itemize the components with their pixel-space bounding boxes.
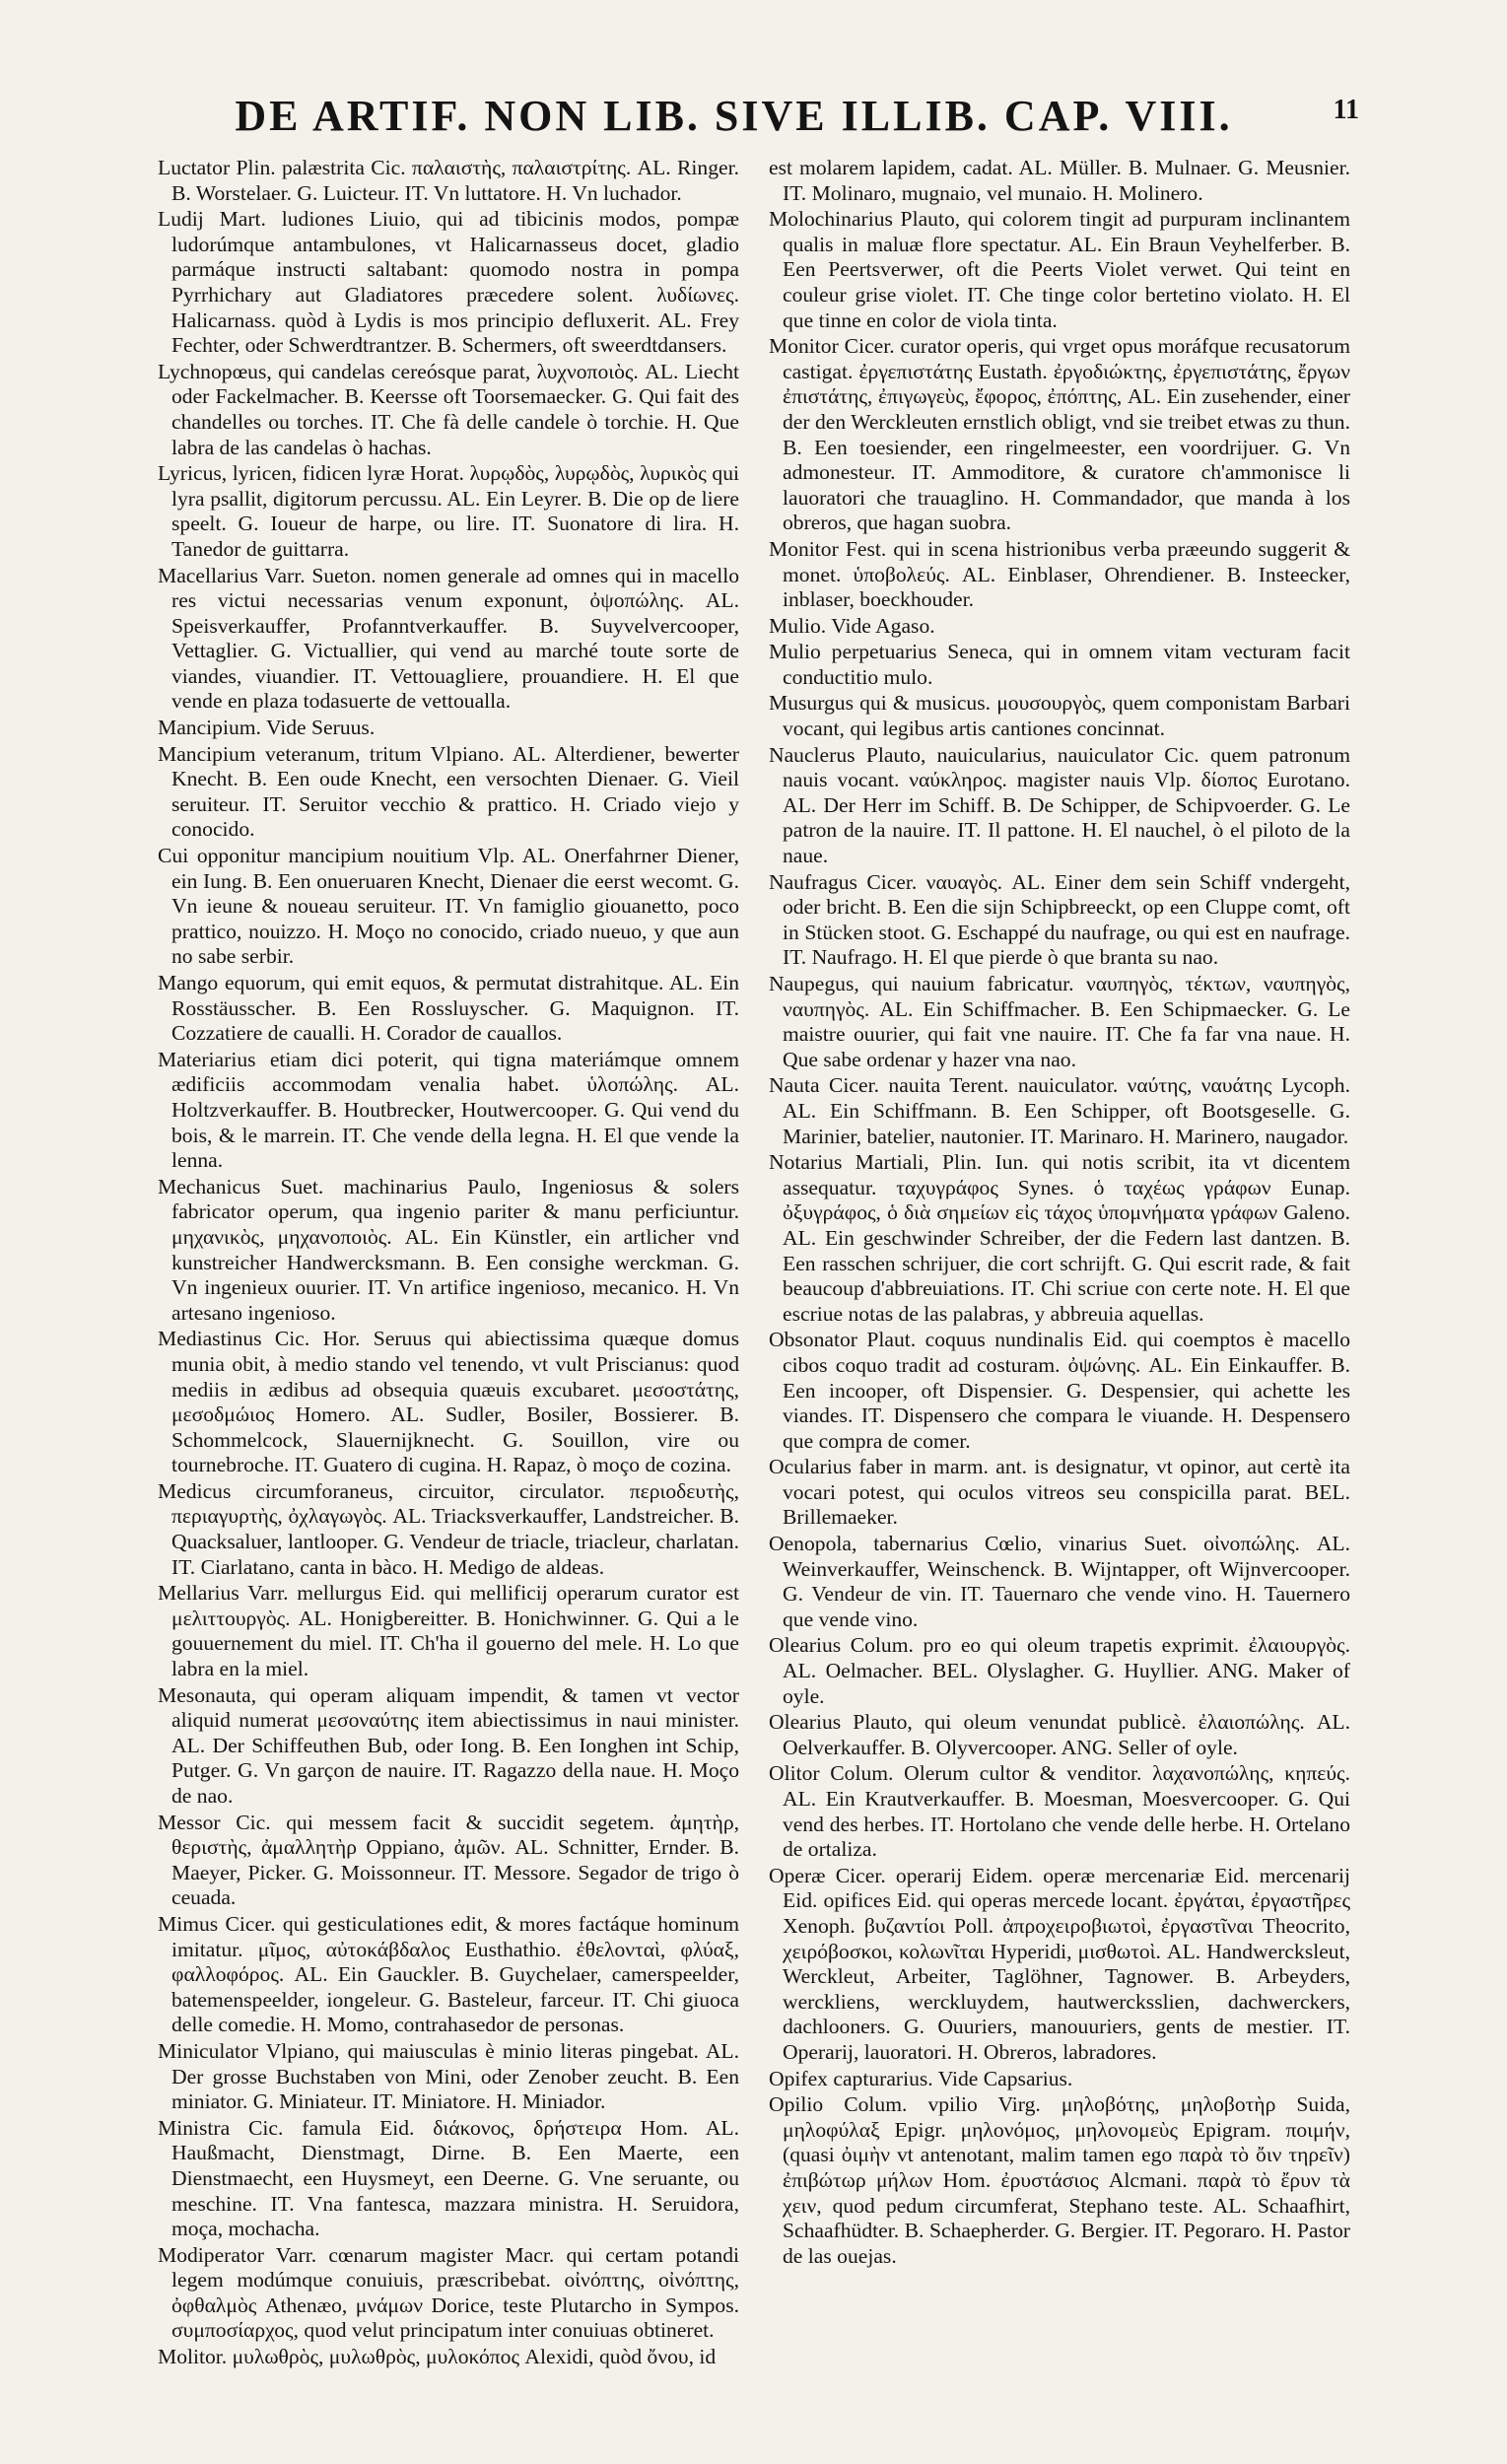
dictionary-entry: Macellarius Varr. Sueton. nomen generale ad omnes qui in macello res victui necessarias venum exponunt, ὀψοπώλης. AL. Speisverkauffer, Profanntverkauffer. B. Suyvelvercooper, Vettaglier. G. Victuallier, qui vend au marché toute sorte de viandes, viuandier. IT. Vettouagliere, prouandiere. H. El que vende en plaza todasuerte de vettoualla. bbox=[158, 563, 739, 714]
dictionary-entry: Monitor Fest. qui in scena histrionibus verba præeundo suggerit & monet. ὑποβολεύς. AL. Einblaser, Ohrendiener. B. Insteecker, inblaser, boeckhouder. bbox=[769, 536, 1350, 612]
dictionary-entry: Naupegus, qui nauium fabricatur. ναυπηγὸς, τέκτων, ναυπηγὸς, ναυπηγὸς. AL. Ein Schiffmacher. B. Een Schipmaecker. G. Le maistre ouurier, qui fait vne nauire. IT. Che fa far vna naue. H. Que sabe ordenar y hazer vna nao. bbox=[769, 972, 1350, 1071]
dictionary-entry: Obsonator Plaut. coquus nundinalis Eid. qui coemptos è macello cibos coquo tradit ad costuram. ὀψώνης. AL. Ein Einkauffer. B. Een incooper, oft Dispensier. G. Despensier, qui achette les viandes. IT. Dispensero che compara le viuande. H. Despensero que compra de comer. bbox=[769, 1328, 1350, 1453]
dictionary-entry: Miniculator Vlpiano, qui maiusculas è minio literas pingebat. AL. Der grosse Buchstaben von Mini, oder Zenober zeucht. B. Een miniator. G. Miniateur. IT. Miniatore. H. Miniador. bbox=[158, 2038, 739, 2114]
dictionary-entry: Lychnopœus, qui candelas cereósque parat, λυχνοποιὸς. AL. Liecht oder Fackelmacher. B. Keersse oft Toorsemaecker. G. Qui fait des chandelles ou torches. IT. Che fà delle candele ò torchie. H. Que labra de las candelas ò hachas. bbox=[158, 359, 739, 459]
page-header bbox=[148, 91, 1359, 150]
dictionary-entry: Monitor Cicer. curator operis, qui vrget opus moráfque recusatorum castigat. ἐργεπιστάτης Eustath. ἐργοδιώκτης, ἐργεπιστάτης, ἔργων ἐπιστάτης, ἐπιγωγεὺς, ἔφορος, ἐπόπτης, AL. Ein zusehender, einer der den Werckleuten ernstlich obligt, vnd sie treibet etwas zu thun. B. Een toesiender, een ringelmeester, een voordrijuer. G. Vn admonesteur. IT. Ammoditore, & curatore ch'ammonisce li lauoratori che trauaglino. H. Commandador, que manda à los obreros, que hagan suobra. bbox=[769, 334, 1350, 535]
dictionary-entry: Nauta Cicer. nauita Terent. nauiculator. ναύτης, ναυάτης Lycoph. AL. Ein Schiffmann. B. Een Schipper, oft Bootsgeselle. G. Marinier, batelier, nautonier. IT. Marinaro. H. Marinero, naugador. bbox=[769, 1073, 1350, 1148]
page-number: 11 bbox=[1333, 95, 1359, 125]
dictionary-entry: Operæ Cicer. operarij Eidem. operæ mercenariæ Eid. mercenarij Eid. opifices Eid. qui operas mercede locant. ἐργάται, ἐργαστῆρες Xenoph. βυζαντίοι Poll. ἀπροχειροβιωτοὶ, ἐργαστῖναι Theocrito, χειρόβοσκοι, κολωνῖται Hyperidi, μισθωτοὶ. AL. Handwercksleut, Werckleut, Arbeiter, Taglöhner, Tagnower. B. Arbeyders, werckliens, werckluydem, hautwercksslien, dachwerckers, dachlooners. G. Ouuriers, manouuriers, gents de mestier. IT. Operarij, lauoratori. H. Obreros, labradores. bbox=[769, 1863, 1350, 2064]
dictionary-entry: Mulio perpetuarius Seneca, qui in omnem vitam vecturam facit conductitio mulo. bbox=[769, 640, 1350, 689]
dictionary-entry: Medicus circumforaneus, circuitor, circulator. περιοδευτὴς, περιαγυρτὴς, ὀχλαγωγὸς. AL. Triacksverkauffer, Landstreicher. B. Quacksaluer, lantlooper. G. Vendeur de triacle, triacleur, charlatan. IT. Ciarlatano, canta in bàco. H. Medigo de aldeas. bbox=[158, 1478, 739, 1579]
dictionary-entry: Nauclerus Plauto, nauicularius, nauiculator Cic. quem patronum nauis vocant. ναύκληρος. magister nauis Vlp. δίοπος Eurotano. AL. Der Herr im Schiff. B. De Schipper, de Schipvoerder. G. Le patron de la nauire. IT. Il pattone. H. El nauchel, ò el piloto de la naue. bbox=[769, 742, 1350, 868]
dictionary-entry: Mechanicus Suet. machinarius Paulo, Ingeniosus & solers fabricator operum, qua ingenio pariter & manu perficiuntur. μηχανικὸς, μηχανοποιὸς. AL. Ein Künstler, ein artlicher vnd kunstreicher Handwercksmann. B. Een consighe werckman. G. Vn ingenieux ouurier. IT. Vn artifice ingenioso, mecanico. H. Vn artesano ingenioso. bbox=[158, 1174, 739, 1325]
running-head: DE ARTIF. NON LIB. SIVE ILLIB. CAP. VIII. bbox=[235, 92, 1233, 140]
dictionary-entry: Notarius Martiali, Plin. Iun. qui notis scribit, ita vt dicentem assequatur. ταχυγράφος Synes. ὁ ταχέως γράφων Eunap. ὀξυγράφος, ὁ διὰ σημείων εἰς τάχος ὑπομνήματα γράφων Galeno. AL. Ein geschwinder Schreiber, der die Federn last dantzen. B. Een rasschen schrijuer, die cort schrijft. G. Qui escrit rade, & fait beaucoup d'abbreuiations. IT. Chi scriue con certe note. H. El que escriue notas de las palabras, y abbreuia aquellas. bbox=[769, 1150, 1350, 1326]
dictionary-entry: Mancipium. Vide Seruus. bbox=[158, 716, 376, 740]
dictionary-entry: Mediastinus Cic. Hor. Seruus qui abiectissima quæque domus munia obit, à medio stando vel tenendo, vt vult Priscianus: quod mediis in ædibus ad obsequia quæuis excubaret. μεσοστάτης, μεσοδμώιος Homero. AL. Sudler, Bosiler, Bossierer. B. Schommelcock, Slauernijknecht. G. Souillon, vire ou tournebroche. IT. Guatero di cugina. H. Rapaz, ò moço de cozina. bbox=[158, 1327, 739, 1477]
dictionary-entry: Materiarius etiam dici poterit, qui tigna materiámque omnem ædificiis accommodam venalia habet. ὑλοπώλης. AL. Holtzverkauffer. B. Houtbrecker, Houtwercooper. G. Qui vend du bois, & le marrein. IT. Che vende della legna. H. El que vende la lenna. bbox=[158, 1047, 739, 1173]
dictionary-entry: Opilio Colum. vpilio Virg. μηλοβότης, μηλοβοτὴρ Suida, μηλοφύλαξ Epigr. μηλονόμος, μηλονομεὺς Epigram. ποιμήν, (quasi ὀιμὴν vt antenotant, malim tamen ego παρὰ τὸ ὄιν τηρεῖν) ἐπιβώτωρ μήλων Hom. ἐρυστάσιος Alcmani. παρὰ τὸ ἔρυν τὰ χειν, quod pedum circumferat, Stephano teste. AL. Schaafhirt, Schaafhüdter. B. Schaepherder. G. Bergier. IT. Pegoraro. H. Pastor de las ouejas. bbox=[769, 2092, 1350, 2268]
dictionary-entry: Naufragus Cicer. ναυαγὸς. AL. Einer dem sein Schiff vndergeht, oder bricht. B. Een die sijn Schipbreeckt, op een Cluppe comt, oft in Stücken stoot. G. Eschappé du naufrage, ou qui est en naufrage. IT. Naufrago. H. El que pierde ò que branta su nao. bbox=[769, 869, 1350, 970]
dictionary-entry: Mimus Cicer. qui gesticulationes edit, & mores factáque hominum imitatur. μῖμος, αὐτοκάβδαλος Eusthathio. ἐθελονταὶ, φλύαξ, φαλλοφόρος. AL. Ein Gauckler. B. Guychelaer, camerspeelder, batemenspeelder, iongeleur. G. Basteleur, farceur. IT. Chi giuoca delle comedie. H. Momo, contrahasedor de personas. bbox=[158, 1911, 739, 2037]
dictionary-entry: Mulio. Vide Agaso. bbox=[769, 613, 935, 638]
dictionary-entry: est molarem lapidem, cadat. AL. Müller. B. Mulnaer. G. Meusnier. IT. Molinaro, mugnaio, vel munaio. H. Molinero. bbox=[769, 156, 1350, 205]
left-column bbox=[158, 156, 739, 2369]
dictionary-entry: Oenopola, tabernarius Cœlio, vinarius Suet. οἰνοπώλης. AL. Weinverkauffer, Weinschenck. B. Wijntapper, oft Wijnvercooper. G. Vendeur de vin. IT. Tauernaro che vende vino. H. Tauernero que vende vino. bbox=[769, 1532, 1350, 1631]
dictionary-entry: Molochinarius Plauto, qui colorem tingit ad purpuram inclinantem qualis in maluæ flore spectatur. AL. Ein Braun Veyhelferber. B. Een Peertsverwer, oft die Peerts Violet verwet. Qui teint en couleur grise violet. IT. Che tinge color bertetino violato. H. El que tinne en color de viola tinta. bbox=[769, 207, 1350, 332]
dictionary-entry: Olitor Colum. Olerum cultor & venditor. λαχανοπώλης, κηπεύς. AL. Ein Krautverkauffer. B. Moesman, Moesvercooper. G. Qui vend des herbes. IT. Hortolano che vende delle herbe. H. Ortelano de ortaliza. bbox=[769, 1761, 1350, 1862]
dictionary-entry: Mancipium veteranum, tritum Vlpiano. AL. Alterdiener, bewerter Knecht. B. Een oude Knecht, een versochten Dienaer. G. Vieil seruiteur. IT. Seruitor vecchio & prattico. H. Criado viejo y conocido. bbox=[158, 741, 739, 842]
dictionary-entry: Modiperator Varr. cœnarum magister Macr. qui certam potandi legem modúmque conuiuis, præscribebat. οἰνόπτης, οἰνόπτης, ὀφθαλμὸς Athenæo, μνάμων Dorice, teste Plutarcho in Sympos. συμποσίαρχος, quod velut principatum inter conuiuas obtineret. bbox=[158, 2242, 739, 2343]
dictionary-entry: Ministra Cic. famula Eid. διάκονος, δρήστειρα Hom. AL. Haußmacht, Dienstmagt, Dirne. B. Een Maerte, een Dienstmaecht, een Huysmeyt, een Deerne. G. Vne seruante, ou meschine. IT. Vna fantesca, mazzara ministra. H. Seruidora, moça, mochacha. bbox=[158, 2115, 739, 2241]
dictionary-entry: Messor Cic. qui messem facit & succidit segetem. ἀμητὴρ, θεριστὴς, ἀμαλλητὴρ Oppiano, ἀμῶν. AL. Schnitter, Ernder. B. Maeyer, Picker. G. Moissonneur. IT. Messore. Segador de trigo ò ceuada. bbox=[158, 1810, 739, 1910]
dictionary-entry: Mango equorum, qui emit equos, & permutat distrahitque. AL. Ein Rosstäusscher. B. Een Rossluyscher. G. Maquignon. IT. Cozzatiere de caualli. H. Corador de cauallos. bbox=[158, 971, 739, 1046]
dictionary-entry: Molitor. μυλωθρὸς, μυλωθρὸς, μυλοκόπος Alexidi, quòd ὄνου, id bbox=[158, 2345, 717, 2369]
dictionary-entry: Luctator Plin. palæstrita Cic. παλαιστὴς, παλαιστρίτης. AL. Ringer. B. Worstelaer. G. Luicteur. IT. Vn luttatore. H. Vn luchador. bbox=[158, 156, 739, 205]
dictionary-entry: Cui opponitur mancipium nouitium Vlp. AL. Onerfahrner Diener, ein Iung. B. Een onueruaren Knecht, Dienaer die eerst wecomt. G. Vn ieune & noueau seruiteur. IT. Vn famiglio giouanetto, poco prattico, nouizzo. H. Moço no conocido, criado nueuo, y que aun no sabe serbir. bbox=[158, 844, 739, 969]
dictionary-entry: Mesonauta, qui operam aliquam impendit, & tamen vt vector aliquid numerat μεσοναύτης item abiectissimus in naui minister. AL. Der Schiffeuthen Bub, oder Iong. B. Een Ionghen int Schip, Putger. G. Vn garçon de nauire. IT. Ragazzo della naue. H. Moço de nao. bbox=[158, 1682, 739, 1808]
right-column bbox=[769, 156, 1350, 2324]
dictionary-entry: Lyricus, lyricen, fidicen lyræ Horat. λυρῳδὸς, λυρῳδὸς, λυρικὸς qui lyra psallit, digitorum percussu. AL. Ein Leyrer. B. Die op de liere speelt. G. Ioueur de harpe, ou lire. IT. Suonatore di lira. H. Tanedor de guittarra. bbox=[158, 461, 739, 561]
dictionary-entry: Ocularius faber in marm. ant. is designatur, vt opinor, aut certè ita vocari potest, qui oculos vitreos seu conspicilla parat. BEL. Brillemaeker. bbox=[769, 1455, 1350, 1530]
dictionary-entry: Musurgus qui & musicus. μουσουργὸς, quem componistam Barbari vocant, qui legibus artis cantiones concinnat. bbox=[769, 691, 1350, 741]
dictionary-entry: Ludij Mart. ludiones Liuio, qui ad tibicinis modos, pompæ ludorúmque antambulones, vt Halicarnasseus docet, gladio parmáque instructi saltabant: quomodo nostra in pompa Pyrrhichary aut Gladiatores præcedere solent. λυδίωνες. Halicarnass. quòd à Lydis is mos principio defluxerit. AL. Frey Fechter, oder Schwerdtrantzer. B. Schermers, oft sweerdtdansers. bbox=[158, 207, 739, 358]
dictionary-entry: Opifex capturarius. Vide Capsarius. bbox=[769, 2066, 1073, 2090]
dictionary-entry: Mellarius Varr. mellurgus Eid. qui mellificij operarum curator est μελιττουργὸς. AL. Honigbereitter. B. Honichwinner. G. Qui a le gouuernement du miel. IT. Ch'ha il gouerno del mele. H. Lo que labra en la miel. bbox=[158, 1581, 739, 1681]
dictionary-entry: Olearius Colum. pro eo qui oleum trapetis exprimit. ἐλαιουργὸς. AL. Oelmacher. BEL. Olyslagher. G. Huyllier. ANG. Maker of oyle. bbox=[769, 1633, 1350, 1708]
dictionary-entry: Olearius Plauto, qui oleum venundat publicè. ἐλαιοπώλης. AL. Oelverkauffer. B. Olyvercooper. ANG. Seller of oyle. bbox=[769, 1710, 1350, 1759]
text-columns bbox=[158, 156, 1350, 2369]
